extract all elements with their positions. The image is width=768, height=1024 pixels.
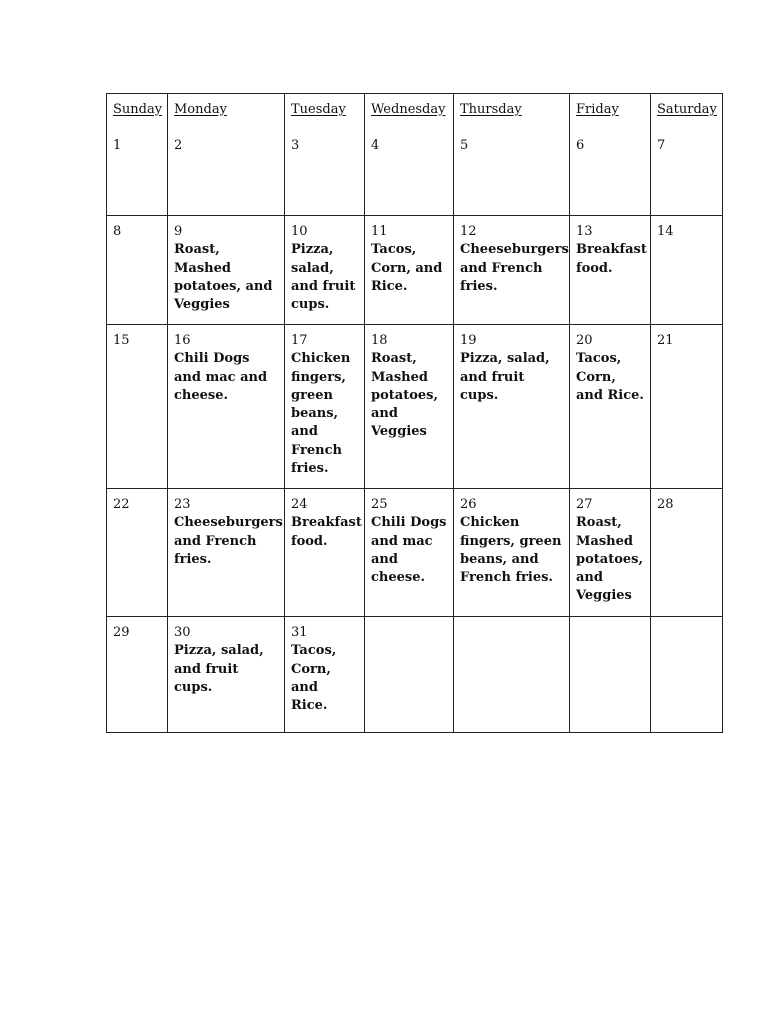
calendar-cell: [454, 216, 570, 325]
day-number: 19: [460, 333, 477, 348]
calendar-cell: [651, 489, 723, 617]
day-number: 6: [576, 138, 585, 154]
calendar-cell: [570, 325, 651, 489]
day-number: 27: [576, 497, 593, 512]
day-number: 31: [291, 625, 308, 640]
meal-text: Cheeseburgers and French fries.: [460, 242, 569, 294]
day-name-monday: Monday: [174, 102, 227, 117]
calendar-week-2: [107, 216, 723, 325]
day-number: 7: [657, 138, 666, 154]
meal-text: Breakfast food.: [576, 242, 647, 276]
day-number: 15: [113, 333, 130, 348]
menu-calendar-table: [106, 93, 723, 733]
day-number: 10: [291, 224, 308, 239]
calendar-cell: [168, 216, 285, 325]
day-name-sunday: Sunday: [113, 102, 163, 117]
day-number: 8: [113, 224, 122, 239]
calendar-cell: [168, 617, 285, 733]
meal-text: Pizza, salad, and fruit cups.: [460, 351, 550, 403]
day-number: 28: [657, 497, 674, 512]
calendar-cell-empty: [651, 617, 723, 733]
calendar-week-3: [107, 325, 723, 489]
calendar-cell-saturday-7: [651, 94, 723, 216]
day-number: 29: [113, 625, 130, 640]
calendar-cell: [107, 325, 168, 489]
calendar-cell: [651, 325, 723, 489]
meal-text: Tacos, Corn, and Rice.: [576, 351, 644, 403]
day-number: 3: [291, 138, 300, 154]
calendar-cell: [365, 489, 454, 617]
day-name-saturday: Saturday: [657, 102, 717, 117]
calendar-cell-friday-6: [570, 94, 651, 216]
calendar-cell-empty: [454, 617, 570, 733]
calendar-cell: [107, 216, 168, 325]
meal-text: Roast, Mashed potatoes, and Veggies: [576, 515, 643, 604]
meal-text: Cheeseburgers and French fries.: [174, 515, 283, 567]
meal-text: Tacos, Corn, and Rice.: [291, 643, 337, 714]
calendar-cell: [107, 489, 168, 617]
meal-text: Pizza, salad, and fruit cups.: [174, 643, 264, 695]
day-number: 5: [460, 138, 469, 154]
calendar-cell: [570, 216, 651, 325]
calendar-cell: [168, 489, 285, 617]
calendar-cell-thursday-5: [454, 94, 570, 216]
day-number: 26: [460, 497, 477, 512]
calendar-cell-empty: [365, 617, 454, 733]
calendar-week-4: [107, 489, 723, 617]
day-number: 23: [174, 497, 191, 512]
day-number: 30: [174, 625, 191, 640]
calendar-cell: [454, 489, 570, 617]
meal-text: Roast, Mashed potatoes, and Veggies: [174, 242, 273, 313]
calendar-week-5: [107, 617, 723, 733]
meal-text: Chili Dogs and mac and cheese.: [371, 515, 447, 586]
day-number: 13: [576, 224, 593, 239]
calendar-cell-monday-2: [168, 94, 285, 216]
meal-text: Tacos, Corn, and Rice.: [371, 242, 443, 294]
meal-text: Pizza, salad, and fruit cups.: [291, 242, 356, 313]
calendar-cell: [285, 216, 365, 325]
day-number: 20: [576, 333, 593, 348]
calendar-cell: [365, 216, 454, 325]
day-number: 24: [291, 497, 308, 512]
calendar-cell: [454, 325, 570, 489]
meal-text: Chicken fingers, green beans, and French fries.: [460, 515, 562, 586]
day-number: 2: [174, 138, 183, 154]
day-number: 1: [113, 138, 122, 154]
meal-text: Breakfast food.: [291, 515, 362, 549]
day-number: 9: [174, 224, 183, 239]
day-number: 22: [113, 497, 130, 512]
day-number: 18: [371, 333, 388, 348]
meal-text: Chili Dogs and mac and cheese.: [174, 351, 268, 403]
day-number: 16: [174, 333, 191, 348]
day-number: 21: [657, 333, 674, 348]
day-name-tuesday: Tuesday: [291, 102, 346, 117]
calendar-cell: [107, 617, 168, 733]
day-name-thursday: Thursday: [460, 102, 522, 117]
day-number: 12: [460, 224, 477, 239]
calendar-cell: [651, 216, 723, 325]
day-number: 14: [657, 224, 674, 239]
day-number: 25: [371, 497, 388, 512]
calendar-cell: [285, 617, 365, 733]
day-number: 17: [291, 333, 308, 348]
calendar-cell: [570, 489, 651, 617]
calendar-cell-empty: [570, 617, 651, 733]
calendar-cell-tuesday-3: [285, 94, 365, 216]
calendar-cell: [365, 325, 454, 489]
calendar-cell: [285, 489, 365, 617]
calendar-cell: [285, 325, 365, 489]
day-number: 11: [371, 224, 388, 239]
day-name-wednesday: Wednesday: [371, 102, 446, 117]
meal-text: Chicken fingers, green beans, and French fries.: [291, 351, 351, 477]
day-name-friday: Friday: [576, 102, 619, 117]
calendar-cell-sunday-1: [107, 94, 168, 216]
meal-text: Roast, Mashed potatoes, and Veggies: [371, 351, 438, 440]
calendar-cell: [168, 325, 285, 489]
calendar-week-1: [107, 94, 723, 216]
calendar-cell-wednesday-4: [365, 94, 454, 216]
day-number: 4: [371, 138, 380, 154]
